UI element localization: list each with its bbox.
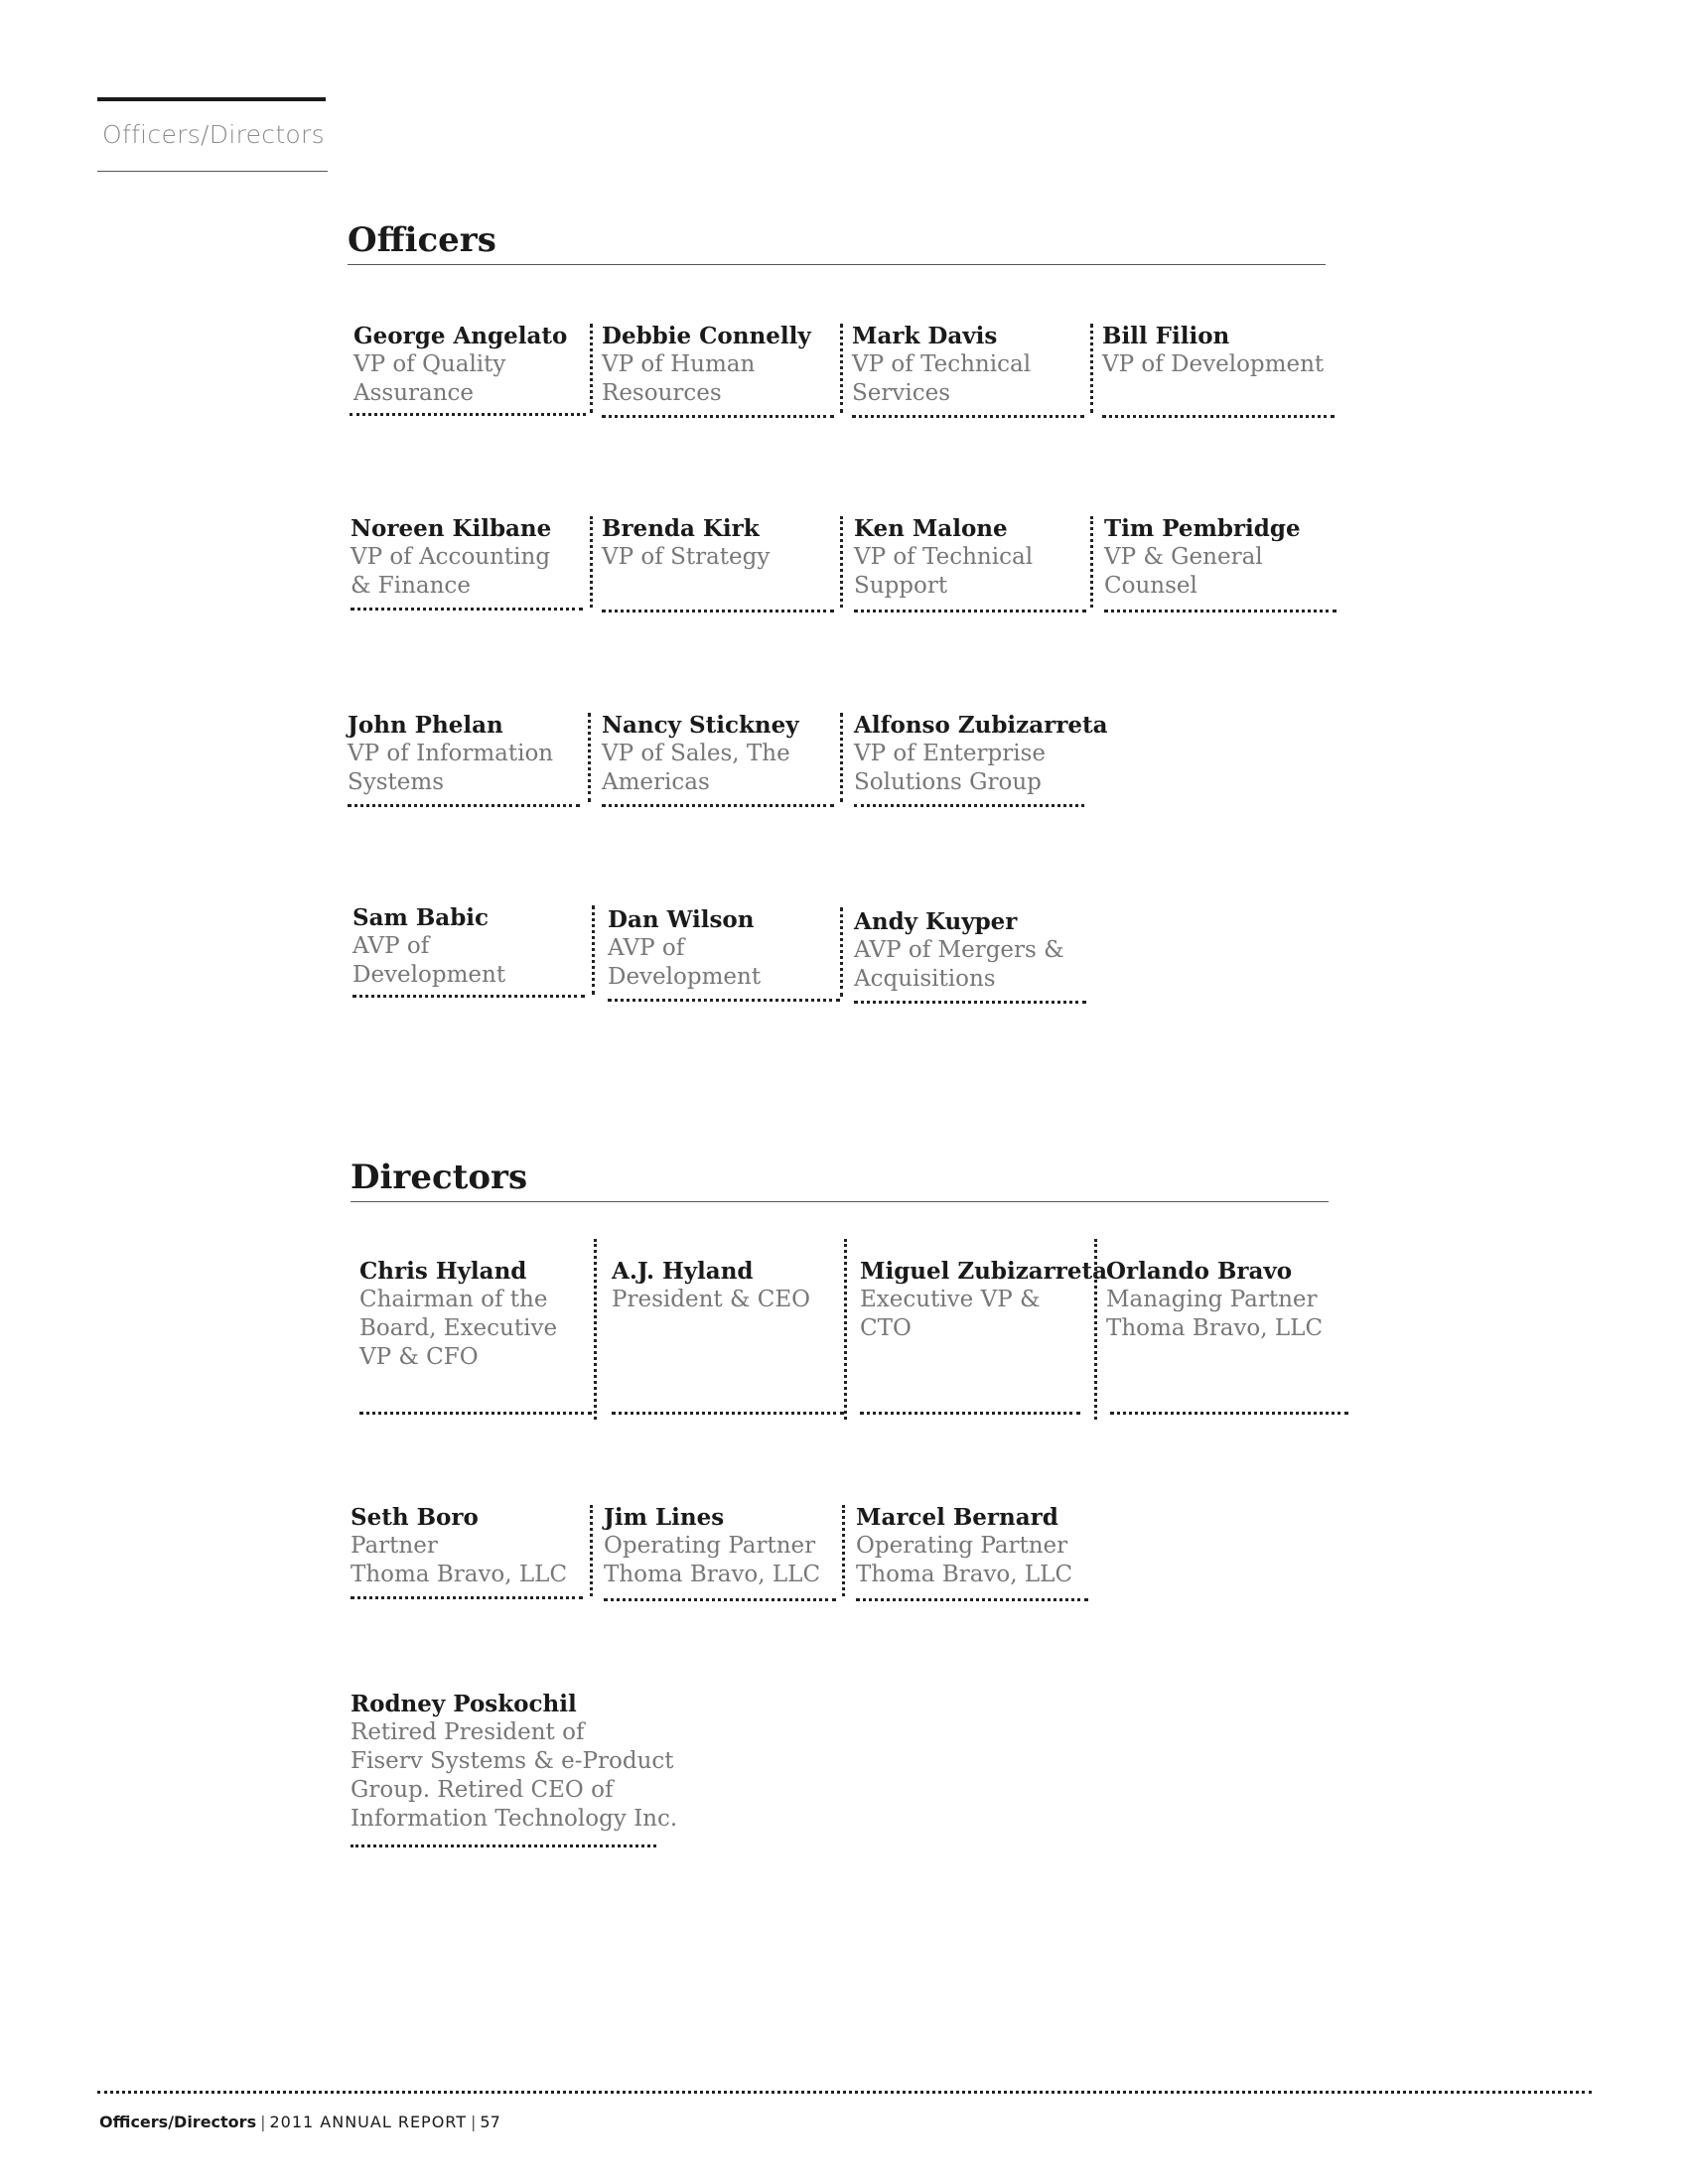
director-entry <box>359 1257 592 1435</box>
column-separator <box>840 907 843 997</box>
officer-title: AVP of Development <box>608 935 762 990</box>
column-separator <box>590 516 593 608</box>
entry-dotted-rule <box>608 999 840 1002</box>
column-separator <box>1090 324 1093 413</box>
column-separator <box>590 324 593 413</box>
officer-name: Andy Kuyper <box>854 908 1018 935</box>
entry-dotted-rule <box>854 804 1084 807</box>
director-name: Orlando Bravo <box>1106 1258 1293 1285</box>
entry-dotted-rule <box>348 804 580 807</box>
header-top-rule <box>97 97 326 101</box>
director-entry <box>604 1503 836 1682</box>
director-name: Jim Lines <box>604 1504 725 1531</box>
entry-dotted-rule <box>856 1598 1088 1601</box>
officer-entry <box>348 711 580 889</box>
director-entry <box>612 1257 844 1435</box>
column-separator <box>840 324 843 413</box>
footer-report-label: 2011 ANNUAL REPORT <box>269 2113 468 2131</box>
officer-title: VP of Quality Assurance <box>353 351 506 406</box>
footer-section-label: Officers/Directors <box>99 2113 257 2131</box>
entry-dotted-rule <box>602 610 834 613</box>
officer-name: Dan Wilson <box>608 906 755 933</box>
director-title: Chairman of the Board, Executive VP & CFO <box>359 1287 558 1370</box>
entry-dotted-rule <box>350 413 586 416</box>
director-name: Seth Boro <box>351 1504 479 1531</box>
director-title: Operating Partner Thoma Bravo, LLC <box>856 1533 1073 1587</box>
officer-title: VP of Human Resources <box>602 351 756 406</box>
officer-name: Bill Filion <box>1102 323 1230 349</box>
director-title: Partner Thoma Bravo, LLC <box>351 1533 568 1587</box>
officer-name: Brenda Kirk <box>602 515 760 542</box>
director-name: Rodney Poskochil <box>351 1691 577 1717</box>
officer-title: VP of Enterprise Solutions Group <box>854 741 1047 795</box>
officer-entry <box>608 905 840 1084</box>
page-footer <box>99 2113 500 2131</box>
officer-name: Alfonso Zubizarreta <box>854 712 1108 739</box>
entry-dotted-rule <box>854 610 1086 613</box>
entry-dotted-rule <box>852 415 1084 418</box>
entry-dotted-rule <box>604 1598 836 1601</box>
entry-dotted-rule <box>359 1412 592 1415</box>
officer-name: Ken Malone <box>854 515 1008 542</box>
director-title: Retired President of Fiserv Systems & e-Product Group. Retired CEO of Information Technology Inc. <box>351 1719 678 1832</box>
entry-dotted-rule <box>1102 415 1335 418</box>
director-entry <box>351 1690 688 1868</box>
column-separator <box>594 1239 597 1420</box>
column-separator <box>844 1239 847 1420</box>
column-separator <box>590 1505 593 1596</box>
officer-name: Mark Davis <box>852 323 998 349</box>
officer-entry <box>854 907 1086 1086</box>
footer-dotted-rule <box>97 2091 1592 2094</box>
officer-name: Nancy Stickney <box>602 712 799 739</box>
entry-dotted-rule <box>351 608 583 611</box>
director-entry <box>351 1503 583 1682</box>
entry-dotted-rule <box>351 1844 656 1847</box>
director-title: Operating Partner Thoma Bravo, LLC <box>604 1533 821 1587</box>
director-name: Miguel Zubizarreta <box>860 1258 1108 1285</box>
officer-entry <box>602 322 834 500</box>
officer-title: VP of Accounting & Finance <box>351 544 551 599</box>
director-title: Managing Partner Thoma Bravo, LLC <box>1106 1287 1324 1341</box>
officers-heading-rule <box>348 264 1326 265</box>
officer-title: AVP of Mergers & Acquisitions <box>854 937 1064 992</box>
section-tab-label: Officers/Directors <box>102 120 325 149</box>
officer-entry <box>602 514 834 693</box>
header-bottom-rule <box>97 171 328 172</box>
officer-title: VP of Sales, The Americas <box>602 741 790 795</box>
director-name: A.J. Hyland <box>612 1258 754 1285</box>
footer-separator: | <box>471 2113 477 2131</box>
director-name: Marcel Bernard <box>856 1504 1058 1531</box>
officer-name: Noreen Kilbane <box>351 515 552 542</box>
director-title: Executive VP & CTO <box>860 1287 1041 1341</box>
officer-name: George Angelato <box>353 323 568 349</box>
officer-title: VP of Technical Services <box>852 351 1032 406</box>
officer-entry <box>1104 514 1336 693</box>
officer-title: VP of Technical Support <box>854 544 1034 599</box>
officer-entry <box>854 514 1086 693</box>
entry-dotted-rule <box>602 804 834 807</box>
officer-entry <box>351 514 583 693</box>
officer-entry <box>854 711 1108 889</box>
column-separator <box>1090 516 1093 608</box>
column-separator <box>592 905 595 995</box>
column-separator <box>1094 1239 1097 1420</box>
officer-entry <box>352 903 585 1082</box>
director-name: Chris Hyland <box>359 1258 527 1285</box>
officer-name: John Phelan <box>348 712 503 739</box>
entry-dotted-rule <box>352 995 585 998</box>
officer-name: Tim Pembridge <box>1104 515 1301 542</box>
entry-dotted-rule <box>602 415 834 418</box>
officer-title: AVP of Development <box>352 933 506 988</box>
column-separator <box>588 713 591 802</box>
officer-entry <box>602 711 834 889</box>
page-number: 57 <box>480 2113 500 2131</box>
officer-entry <box>1102 322 1335 500</box>
entry-dotted-rule <box>1110 1412 1348 1415</box>
director-title: President & CEO <box>612 1287 810 1312</box>
directors-heading-rule <box>351 1201 1329 1202</box>
officers-heading: Officers <box>348 220 496 260</box>
entry-dotted-rule <box>1104 610 1336 613</box>
officer-entry <box>852 322 1084 500</box>
director-entry <box>860 1257 1108 1435</box>
footer-separator: | <box>260 2113 266 2131</box>
director-entry <box>1106 1257 1338 1435</box>
officer-title: VP & General Counsel <box>1104 544 1263 599</box>
officer-title: VP of Development <box>1102 351 1325 377</box>
directors-heading: Directors <box>351 1158 528 1197</box>
officer-title: VP of Information Systems <box>348 741 554 795</box>
entry-dotted-rule <box>860 1412 1080 1415</box>
entry-dotted-rule <box>854 1001 1086 1004</box>
column-separator <box>840 713 843 802</box>
officer-name: Sam Babic <box>352 904 490 931</box>
officer-entry <box>353 322 586 500</box>
entry-dotted-rule <box>612 1412 844 1415</box>
director-entry <box>856 1503 1088 1682</box>
officer-title: VP of Strategy <box>602 544 771 570</box>
officer-name: Debbie Connelly <box>602 323 811 349</box>
column-separator <box>840 516 843 608</box>
entry-dotted-rule <box>351 1596 583 1599</box>
column-separator <box>842 1505 845 1596</box>
